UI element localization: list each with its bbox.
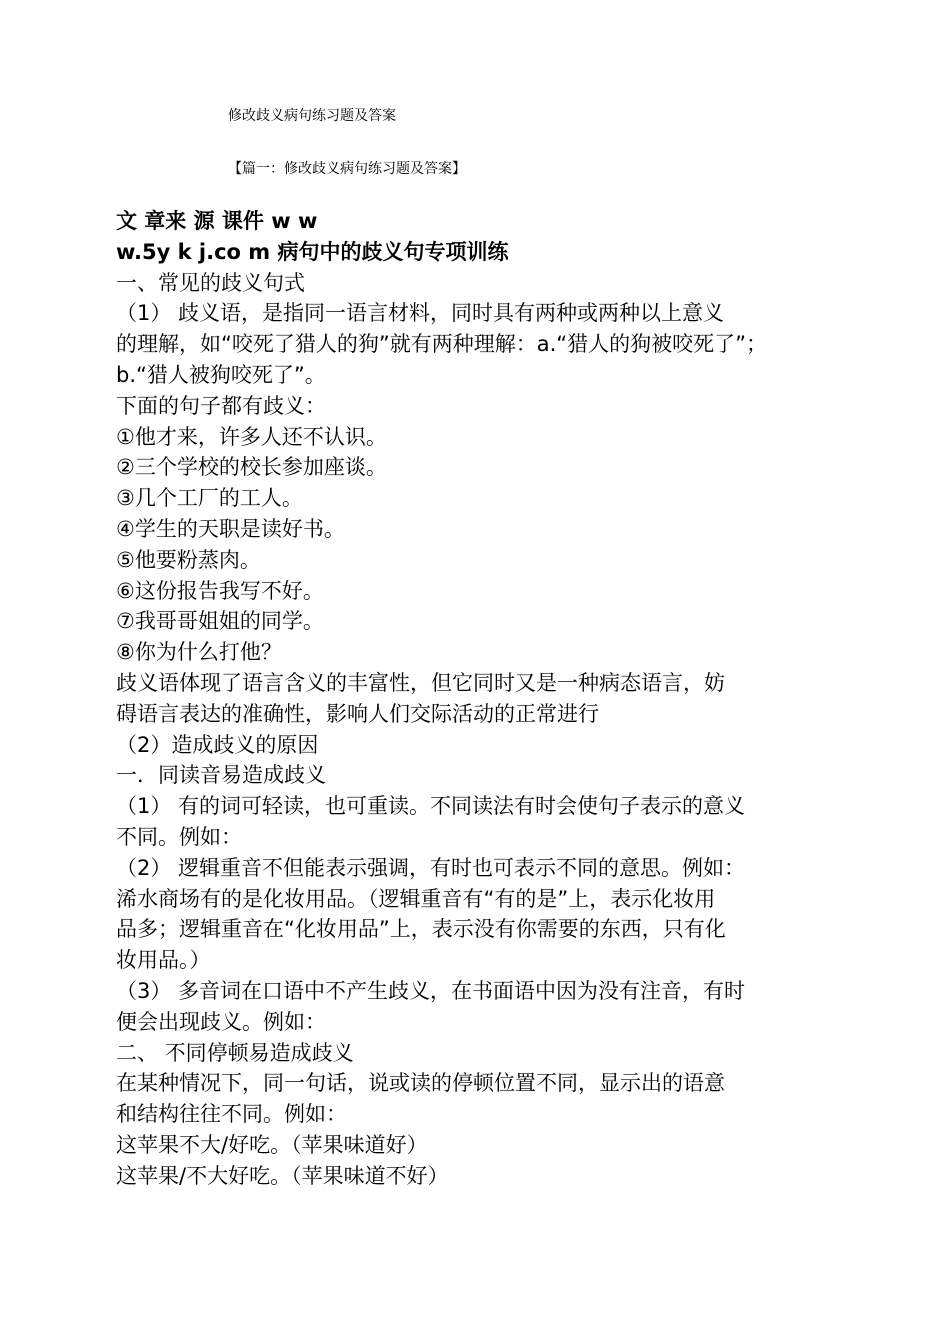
text-line: （2） 逻辑重音不但能表示强调，有时也可表示不同的意思。例如：: [116, 855, 746, 880]
example-line: 这苹果/不大好吃。（苹果味道不好）: [116, 1163, 449, 1188]
text-line: 便会出现歧义。例如：: [116, 1009, 326, 1034]
text-line: 品多；逻辑重音在“化妆用品”上，表示没有你需要的东西，只有化: [116, 917, 726, 942]
list-item: ⑦我哥哥姐姐的同学。: [116, 609, 324, 634]
section-title: 【篇一：修改歧义病句练习题及答案】: [228, 161, 466, 177]
text-line: 和结构往往不同。例如：: [116, 1102, 347, 1127]
text-line: 碍语言表达的准确性，影响人们交际活动的正常进行: [116, 701, 599, 726]
text-line: b.“猎人被狗咬死了”。: [116, 362, 326, 387]
list-item: ①他才来，许多人还不认识。: [116, 424, 387, 449]
text-line: 在某种情况下，同一句话，说或读的停顿位置不同，显示出的语意: [116, 1071, 725, 1096]
text-line: （1） 有的词可轻读，也可重读。不同读法有时会使句子表示的意义: [116, 794, 746, 819]
example-line: 这苹果不大/好吃。（苹果味道好）: [116, 1132, 428, 1157]
text-line: （3） 多音词在口语中不产生歧义，在书面语中因为没有注音，有时: [116, 978, 746, 1003]
text-line: 一．同读音易造成歧义: [116, 763, 326, 788]
text-line: 下面的句子都有歧义：: [116, 393, 326, 418]
text-line: 的理解，如“咬死了猎人的狗”就有两种理解：a.“猎人的狗被咬死了”；: [116, 332, 768, 357]
text-line: （1） 歧义语，是指同一语言材料，同时具有两种或两种以上意义: [116, 301, 725, 326]
text-line: w.5y k j.co m 病句中的歧义句专项训练: [116, 239, 509, 264]
text-line: 文 章来 源 课件 w w: [116, 209, 318, 233]
text-line: 不同。例如：: [116, 824, 242, 849]
text-line: 歧义语体现了语言含义的丰富性，但它同时又是一种病态语言，妨: [116, 670, 725, 695]
text-line: （2）造成歧义的原因: [116, 732, 319, 757]
document-body: [116, 206, 856, 1192]
list-item: ③几个工厂的工人。: [116, 486, 303, 511]
document-title: 修改歧义病句练习题及答案: [228, 108, 396, 124]
list-item: ②三个学校的校长参加座谈。: [116, 455, 387, 480]
text-line: 妆用品。）: [116, 948, 211, 973]
list-item: ⑥这份报告我写不好。: [116, 578, 324, 603]
list-item: ⑧你为什么打他？: [116, 640, 282, 665]
text-line: 浠水商场有的是化妆用品。（逻辑重音有“有的是”上，表示化妆用: [116, 886, 716, 911]
list-item: ④学生的天职是读好书。: [116, 516, 345, 541]
text-line: 一、常见的歧义句式: [116, 270, 305, 295]
text-line: 二、 不同停顿易造成歧义: [116, 1040, 354, 1065]
list-item: ⑤他要粉蒸肉。: [116, 547, 261, 572]
